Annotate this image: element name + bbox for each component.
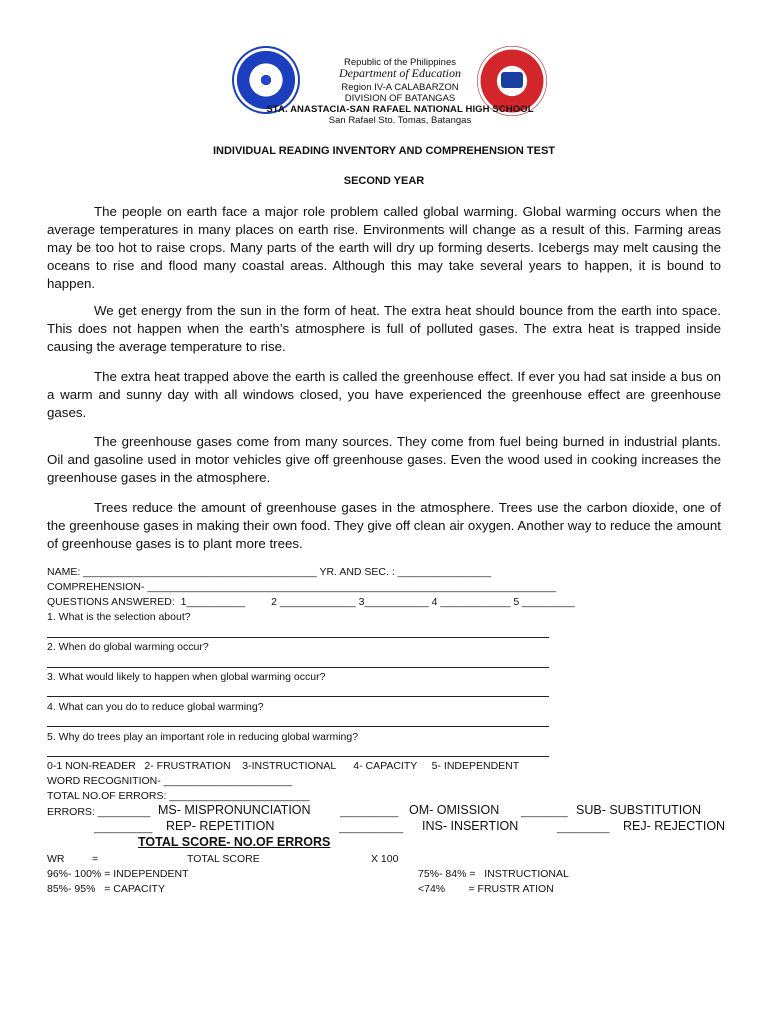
paragraph-3: The extra heat trapped above the earth is called the greenhouse effect. If ever you had sat inside a bus on a warm and sunny day with all windows closed, you have experienced the greenhouse effect are greenhouse gases. <box>47 369 721 420</box>
repetition-label: REP- REPETITION <box>166 819 275 833</box>
frustration-range: <74% = FRUSTR ATION <box>418 883 554 895</box>
header-department: Department of Education <box>339 66 461 80</box>
repetition-blank: __________ <box>94 822 153 834</box>
rejection-blank: _________ <box>557 822 610 834</box>
substitution-blank: ________ <box>521 806 568 818</box>
answer-line-1 <box>47 637 549 638</box>
instructional-range: 75%- 84% = INSTRUCTIONAL <box>418 868 569 880</box>
omission-label: OM- OMISSION <box>409 803 500 817</box>
question-5: 5. Why do trees play an important role in reducing global warming? <box>47 731 359 743</box>
name-line: NAME: ________________________________________ YR. AND SEC. : ________________ <box>47 566 492 578</box>
substitution-label: SUB- SUBSTITUTION <box>576 803 702 817</box>
paragraph-5: Trees reduce the amount of greenhouse gases in the atmosphere. Trees use the carbon dioxide, one of the greenhouse gases in making their own food. They give off clean air oxygen. Another way to reduce the amount of greenhouse gases is to plant more trees. <box>47 500 721 551</box>
mispronunciation-label: MS- MISPRONUNCIATION <box>158 803 311 817</box>
independent-range: 96%- 100% = INDEPENDENT <box>47 868 189 880</box>
total-score-errors: TOTAL SCORE- NO.OF ERRORS <box>138 835 331 849</box>
header-region: Region IV-A CALABARZON <box>341 82 459 93</box>
answer-line-5 <box>47 756 549 757</box>
errors-label: ERRORS: _________ <box>47 806 151 818</box>
answer-line-4 <box>47 726 549 727</box>
answer-line-3 <box>47 696 549 697</box>
omission-blank: __________ <box>340 806 399 818</box>
page-subtitle: SECOND YEAR <box>343 175 425 187</box>
paragraph-2: We get energy from the sun in the form of heat. The extra heat should bounce from the earth into space. This does not happen when the earth’s atmosphere is full of polluted gases. The extra heat is trapped inside causing the average temperature to rise. <box>47 303 721 354</box>
insertion-label: INS- INSERTION <box>422 819 519 833</box>
header-school: STA. ANASTACIA-SAN RAFAEL NATIONAL HIGH SCHOOL <box>266 104 534 115</box>
rejection-label: REJ- REJECTION <box>623 819 726 833</box>
header-republic: Republic of the Philippines <box>344 57 456 68</box>
question-3: 3. What would likely to happen when global warming occur? <box>47 671 326 683</box>
reading-levels: 0-1 NON-READER 2- FRUSTRATION 3-INSTRUCTIONAL 4- CAPACITY 5- INDEPENDENT <box>47 760 520 772</box>
page-title: INDIVIDUAL READING INVENTORY AND COMPREHENSION TEST <box>212 145 556 157</box>
answer-line-2 <box>47 667 549 668</box>
wr-equals: = <box>92 853 99 865</box>
wr-label: WR <box>47 853 65 865</box>
header-division: DIVISION OF BATANGAS <box>344 93 456 104</box>
total-score-label: TOTAL SCORE <box>187 853 260 865</box>
total-errors-line: TOTAL NO.OF ERRORS: ________________________ <box>47 790 310 802</box>
question-2: 2. When do global warming occur? <box>47 641 209 653</box>
comprehension-line: COMPREHENSION- ______________________________________________________________________ <box>47 581 557 593</box>
capacity-range: 85%- 95% = CAPACITY <box>47 883 165 895</box>
word-recognition-line: WORD RECOGNITION- ______________________ <box>47 775 293 787</box>
question-4: 4. What can you do to reduce global warming? <box>47 701 264 713</box>
times-100: X 100 <box>371 853 399 865</box>
insertion-blank: ___________ <box>339 822 404 834</box>
question-1: 1. What is the selection about? <box>47 611 191 623</box>
paragraph-1: The people on earth face a major role problem called global warming. Global warming occurs when the average temperatures in many places on earth rise. Environments will change as a result of this. Farming areas may be too hot to raise crops. Many parts of the earth will dry up forming deserts. Icebergs may melt causing the oceans to rise and flood many coastal areas. Although this may take several years to happen, it is bound to happen. <box>47 204 721 291</box>
paragraph-4: The greenhouse gases come from many sources. They come from fuel being burned in industrial plants. Oil and gasoline used in motor vehicles give off greenhouse gases. Even the wood used in cooking increases the greenhouse gases in the atmosphere. <box>47 434 721 485</box>
questions-answered-line: QUESTIONS ANSWERED: 1__________ 2 _____________ 3___________ 4 ____________ 5 _________ <box>47 596 575 608</box>
header-address: San Rafael Sto. Tomas, Batangas <box>328 115 472 126</box>
